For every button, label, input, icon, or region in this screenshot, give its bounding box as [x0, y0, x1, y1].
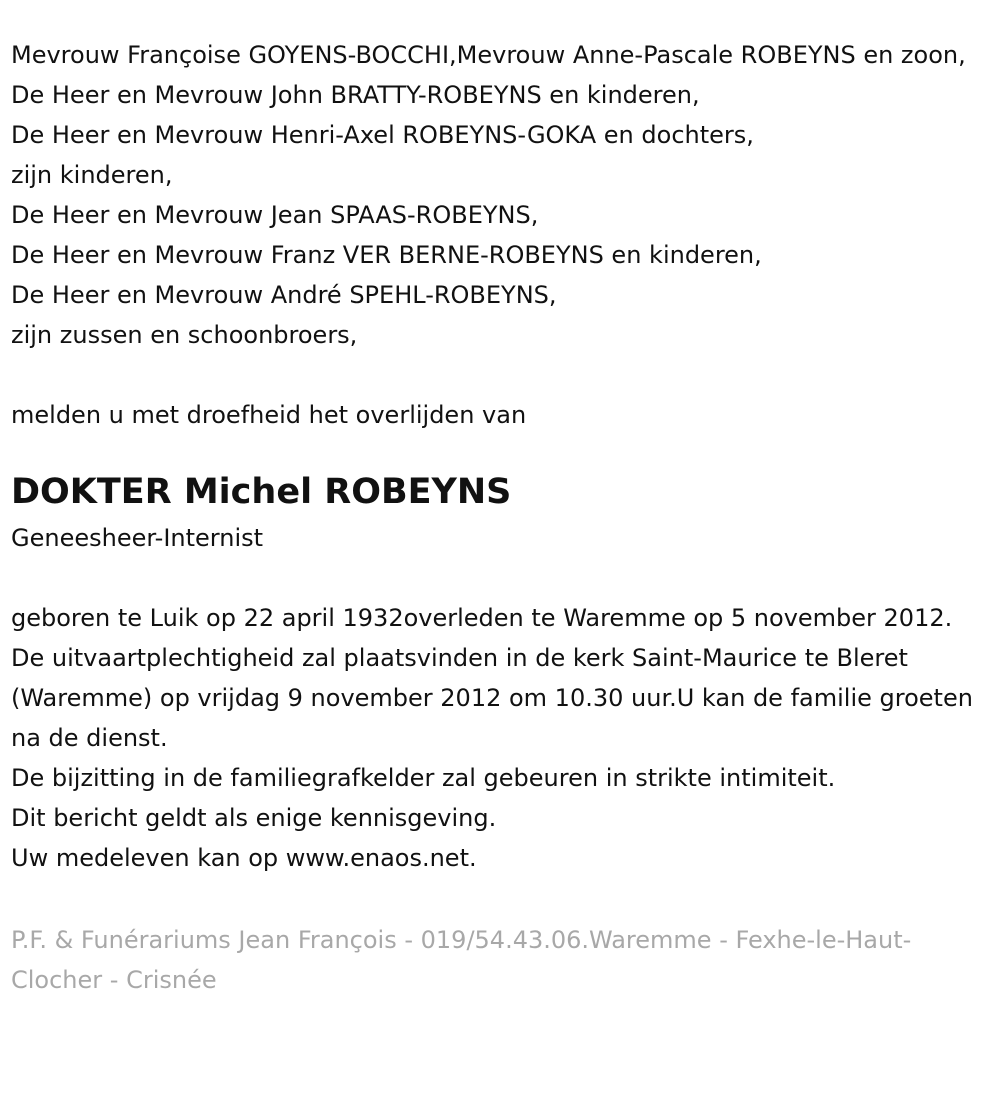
deceased-name: DOKTER Michel ROBEYNS — [11, 472, 512, 512]
condolence-line: Uw medeleven kan op www.enaos.net. — [11, 844, 477, 872]
family-line-8: zijn zussen en schoonbroers, — [11, 321, 358, 349]
family-line-7: De Heer en Mevrouw André SPEHL-ROBEYNS, — [11, 281, 557, 309]
spacer — [11, 558, 988, 598]
spacer — [11, 355, 988, 395]
family-line-2: De Heer en Mevrouw John BRATTY-ROBEYNS en kinderen, — [11, 81, 700, 109]
family-line-5: De Heer en Mevrouw Jean SPAAS-ROBEYNS, — [11, 201, 539, 229]
family-line-6: De Heer en Mevrouw Franz VER BERNE-ROBEYNS en kinderen, — [11, 241, 762, 269]
family-line-1: Mevrouw Françoise GOYENS-BOCCHI,Mevrouw Anne-Pascale ROBEYNS en zoon, — [11, 41, 966, 69]
funeral-line: De uitvaartplechtigheid zal plaatsvinden in de kerk Saint-Maurice te Bleret (Waremme) op vrijdag 9 november 2012 om 10.30 uur.U kan de familie groeten na de dienst. — [11, 644, 973, 752]
notice-line: Dit bericht geldt als enige kennisgeving. — [11, 804, 497, 832]
deceased-title: Geneesheer-Internist — [11, 524, 264, 552]
funeral-home-footer: P.F. & Funérariums Jean François - 019/54.43.06.Waremme - Fexhe-le-Haut-Clocher - Crisnée — [11, 926, 912, 994]
family-line-4: zijn kinderen, — [11, 161, 173, 189]
burial-line: De bijzitting in de familiegrafkelder zal gebeuren in strikte intimiteit. — [11, 764, 836, 792]
family-section — [11, 35, 988, 355]
birth-death-line: geboren te Luik op 22 april 1932overleden te Waremme op 5 november 2012. — [11, 604, 953, 632]
details-section — [11, 598, 988, 878]
announcement-text: melden u met droefheid het overlijden van — [11, 401, 527, 429]
family-line-3: De Heer en Mevrouw Henri-Axel ROBEYNS-GOKA en dochters, — [11, 121, 754, 149]
